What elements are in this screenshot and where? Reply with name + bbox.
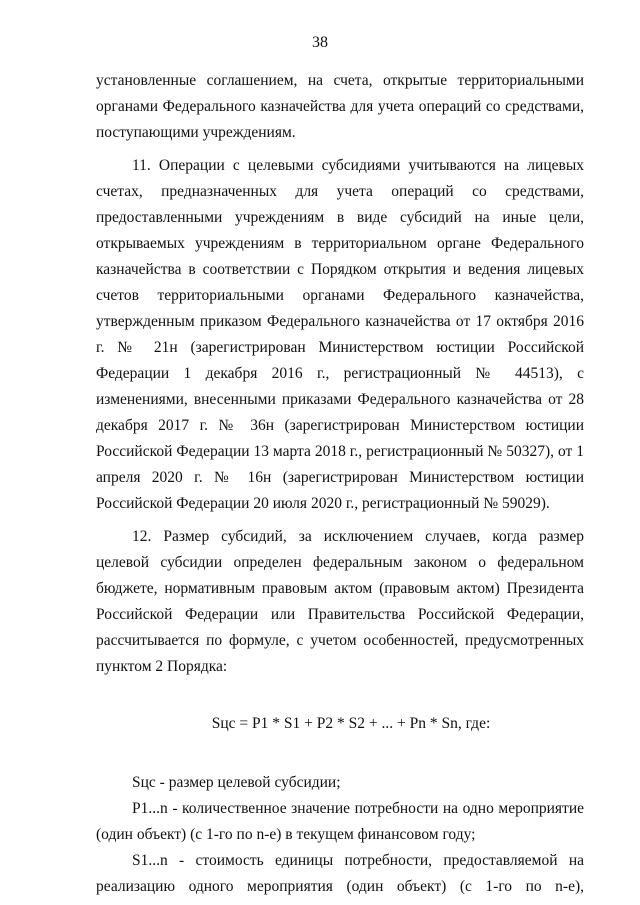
- paragraph-item-12: 12. Размер субсидий, за исключением случаев, когда размер целевой субсидии определен федеральным законом о федеральном бюджете, нормативным правовым актом (правовым актом) Президента Российской Федерации или Правительства Российской Федерации, рассчитывается по формуле, с учетом особенностей, предусмотренных пунктом 2 Порядка:: [96, 528, 584, 675]
- page-number: 38: [312, 34, 328, 51]
- definition-p: P1...n - количественное значение потребности на одно мероприятие (один объект) (с 1-го по n-е) в текущем финансовом году;: [96, 800, 584, 843]
- definition-s-cs: Sцс - размер целевой субсидии;: [132, 774, 341, 791]
- paragraph-item-11: 11. Операции с целевыми субсидиями учитываются на лицевых счетах, предназначенных для учета операций со средствами, предоставленными учреждениям в виде субсидий на иные цели, открываемых учреждениям в территориальном органе Федерального казначейства в соответствии с Порядком открытия и ведения лицевых счетов территориальными органами Федерального казначейства, утвержденным приказом Федерального казначейства от 17 октября 2016 г. № 21н (зарегистрирован Министерством юстиции Российской Федерации 1 декабря 2016 г., регистрационный № 44513), с изменениями, внесенными приказами Федерального казначейства от 28 декабря 2017 г. № 36н (зарегистрирован Министерством юстиции Российской Федерации 13 марта 2018 г., регистрационный № 50327), от 1 апреля 2020 г. № 16н (зарегистрирован Министерством юстиции Российской Федерации 20 июля 2020 г., регистрационный № 59029).: [96, 157, 584, 512]
- subsidy-formula: Sцс = P1 * S1 + P2 * S2 + ... + Pn * Sn, где:: [211, 715, 491, 732]
- document-body: [96, 68, 584, 900]
- paragraph-continuation: установленные соглашением, на счета, открытые территориальными органами Федерального казначейства для учета операций со средствами, поступающими учреждениям.: [96, 72, 584, 141]
- definition-s: S1...n - стоимость единицы потребности, предоставляемой на реализацию одного мероприятия (один объект) (с 1-го по n-е),: [96, 852, 584, 895]
